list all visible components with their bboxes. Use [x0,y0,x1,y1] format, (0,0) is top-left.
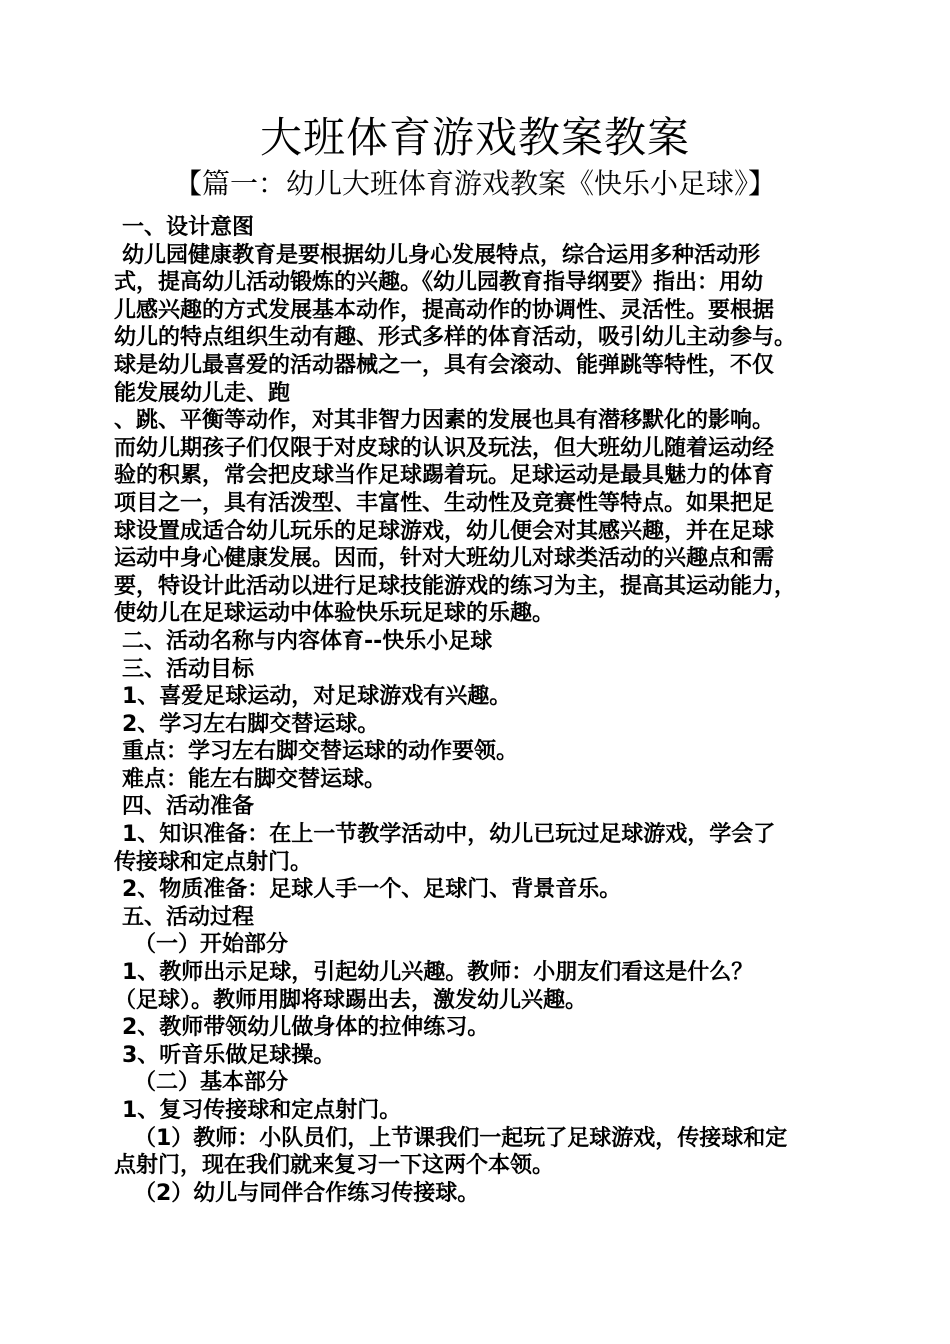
paragraph-line: 式，提高幼儿活动锻炼的兴趣。《幼儿园教育指导纲要》指出：用幼 [114,270,764,296]
paragraph-line: 1、教师出示足球，引起幼儿兴趣。教师：小朋友们看这是什么？ [122,960,754,986]
paragraph-line: （一）开始部分 [134,932,289,958]
paragraph-line: 点射门，现在我们就来复习一下这两个本领。 [114,1153,555,1179]
paragraph-line: 验的积累，常会把皮球当作足球踢着玩。足球运动是最具魅力的体育 [114,463,775,489]
paragraph-line: 2、教师带领幼儿做身体的拉伸练习。 [122,1015,490,1041]
paragraph-line: 传接球和定点射门。 [114,849,313,875]
document-body [114,214,846,1207]
paragraph-line: 1、知识准备：在上一节教学活动中，幼儿已玩过足球游戏，学会了 [122,822,776,848]
document-subtitle: 【篇一：幼儿大班体育游戏教案《快乐小足球》】 [173,167,776,200]
paragraph-line: （2）幼儿与同伴合作练习传接球。 [134,1180,480,1206]
paragraph-line: 项目之一，具有活泼型、丰富性、生动性及竞赛性等特点。如果把足 [114,490,775,516]
paragraph-line: 球设置成适合幼儿玩乐的足球游戏，幼儿便会对其感兴趣，并在足球 [114,518,775,544]
paragraph-line: 1、复习传接球和定点射门。 [122,1098,402,1123]
paragraph-line: 四、活动准备 [122,794,255,820]
paragraph-line: 2、物质准备：足球人手一个、足球门、背景音乐。 [122,877,622,903]
paragraph-line: 而幼儿期孩子们仅限于对皮球的认识及玩法，但大班幼儿随着运动经 [114,435,775,461]
document-title: 大班体育游戏教案教案 [259,113,690,162]
paragraph-line: 幼儿的特点组织生动有趣、形式多样的体育活动，吸引幼儿主动参与。 [114,325,797,351]
paragraph-line: （1）教师：小队员们，上节课我们一起玩了足球游戏，传接球和定 [134,1125,788,1151]
paragraph-line: 五、活动过程 [122,904,255,930]
paragraph-line: 球是幼儿最喜爱的活动器械之一，具有会滚动、能弹跳等特性，不仅 [114,352,775,378]
paragraph-line: 、跳、平衡等动作，对其非智力因素的发展也具有潜移默化的影响。 [114,408,775,434]
paragraph-line: 3、听音乐做足球操。 [122,1042,336,1068]
paragraph-line: 要，特设计此活动以进行足球技能游戏的练习为主，提高其运动能力， [114,573,797,599]
paragraph-line: 运动中身心健康发展。因而，针对大班幼儿对球类活动的兴趣点和需 [114,546,775,572]
paragraph-line: 重点：学习左右脚交替运球的动作要领。 [122,739,519,765]
paragraph-line: 二、活动名称与内容体育--快乐小足球 [122,628,493,654]
paragraph-line: 能发展幼儿走、跑 [114,380,291,406]
paragraph-line: 2、学习左右脚交替运球。 [122,711,380,737]
paragraph-line: 幼儿园健康教育是要根据幼儿身心发展特点，综合运用多种活动形 [122,242,761,268]
paragraph-line: 使幼儿在足球运动中体验快乐玩足球的乐趣。 [114,601,555,627]
paragraph-line: 1、喜爱足球运动，对足球游戏有兴趣。 [122,684,512,710]
paragraph-line: 一、设计意图 [122,215,255,240]
paragraph-line: （二）基本部分 [134,1070,289,1096]
paragraph-line: （足球）。教师用脚将球踢出去，激发幼儿兴趣。 [114,987,588,1013]
paragraph-line: 三、活动目标 [122,656,255,682]
paragraph-line: 儿感兴趣的方式发展基本动作，提高动作的协调性、灵活性。要根据 [114,297,775,323]
paragraph-line: 难点：能左右脚交替运球。 [122,766,387,792]
